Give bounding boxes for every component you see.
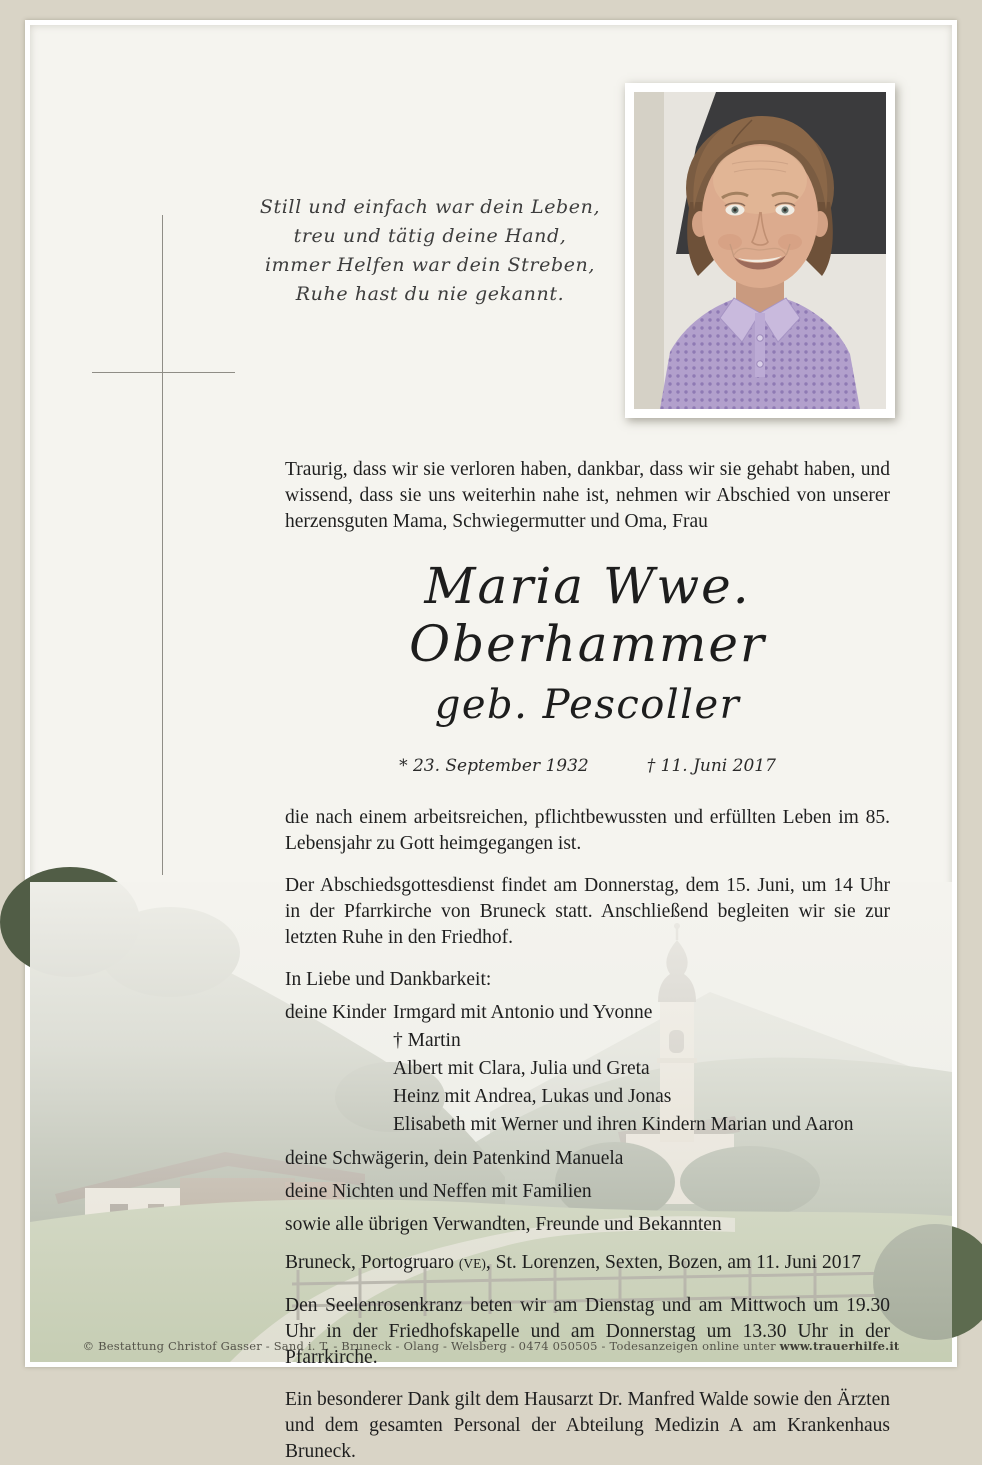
child-line: Irmgard mit Antonio und Yvonne	[393, 1002, 653, 1023]
memorial-card	[25, 20, 957, 1462]
places-prefix: Bruneck, Portogruaro	[285, 1252, 459, 1273]
death-date: † 11. Juni 2017	[646, 756, 776, 776]
main-text-column	[285, 457, 890, 1465]
footer-text: © Bestattung Christof Gasser - Sand i. T. - Bruneck - Olang - Welsberg - 0474 050505 - Todesanzeigen online unter	[82, 1339, 780, 1353]
poem-line: treu und tätig deine Hand,	[293, 225, 567, 247]
rosary-paragraph: Den Seelenrosenkranz beten wir am Dienstag und am Mittwoch um 19.30 Uhr in der Friedhofskapelle und am Donnerstag um 13.30 Uhr in der Pfarrkirche.	[285, 1295, 890, 1368]
relative-line: deine Schwägerin, dein Patenkind Manuela	[285, 1148, 624, 1169]
child-line: Heinz mit Andrea, Lukas und Jonas	[393, 1086, 672, 1107]
closing-line: In Liebe und Dankbarkeit:	[285, 969, 492, 990]
portrait-photo	[625, 83, 895, 418]
deceased-name: Maria Wwe. Oberhammer	[409, 557, 766, 673]
service-paragraph: Der Abschiedsgottesdienst findet am Donnerstag, dem 15. Juni, um 14 Uhr in der Pfarrkirche von Bruneck statt. Anschließend begleiten wir sie zur letzten Ruhe in den Friedhof.	[285, 875, 890, 948]
thanks-paragraph: Ein besonderer Dank gilt dem Hausarzt Dr. Manfred Walde sowie den Ärzten und dem gesamten Personal der Abteilung Medizin A am Krankenhaus Bruneck.	[285, 1389, 890, 1462]
child-line: Albert mit Clara, Julia und Greta	[393, 1058, 650, 1079]
children-list	[393, 999, 890, 1139]
funeral-home-footer	[30, 1339, 952, 1353]
life-dates	[285, 753, 890, 779]
child-line: † Martin	[393, 1030, 461, 1051]
relative-line: sowie alle übrigen Verwandten, Freunde und Bekannten	[285, 1214, 722, 1235]
birth-date: * 23. September 1932	[399, 756, 589, 776]
child-line: Elisabeth mit Werner und ihren Kindern Marian und Aaron	[393, 1114, 854, 1135]
poem-line: Ruhe hast du nie gekannt.	[295, 283, 565, 305]
intro-paragraph: Traurig, dass wir sie verloren haben, dankbar, dass wir sie gehabt haben, und wissend, dass sie uns weiterhin nahe ist, nehmen wir Abschied von unserer herzensguten Mama, Schwiegermutter und Oma, Frau	[285, 459, 890, 532]
memorial-poem	[170, 193, 690, 309]
memorial-cross-horizontal	[92, 372, 235, 373]
poem-line: Still und einfach war dein Leben,	[259, 196, 601, 218]
places-date-line	[285, 1250, 890, 1277]
poem-line: immer Helfen war dein Streben,	[264, 254, 596, 276]
footer-website-link[interactable]: www.trauerhilfe.it	[779, 1339, 900, 1353]
deceased-maiden-name: geb. Pescoller	[434, 682, 741, 728]
life-paragraph: die nach einem arbeitsreichen, pflichtbewussten und erfüllten Leben im 85. Lebensjahr zu Gott heimgegangen ist.	[285, 807, 890, 854]
children-section	[285, 999, 890, 1139]
memorial-cross-vertical	[162, 215, 163, 875]
relative-line: deine Nichten und Neffen mit Familien	[285, 1181, 592, 1202]
relatives-section	[285, 1146, 890, 1238]
places-suffix: , St. Lorenzen, Sexten, Bozen, am 11. Juni 2017	[485, 1252, 861, 1273]
children-label: deine Kinder	[285, 1002, 387, 1023]
places-province: (VE)	[458, 1256, 486, 1271]
card-paper	[30, 25, 952, 1462]
